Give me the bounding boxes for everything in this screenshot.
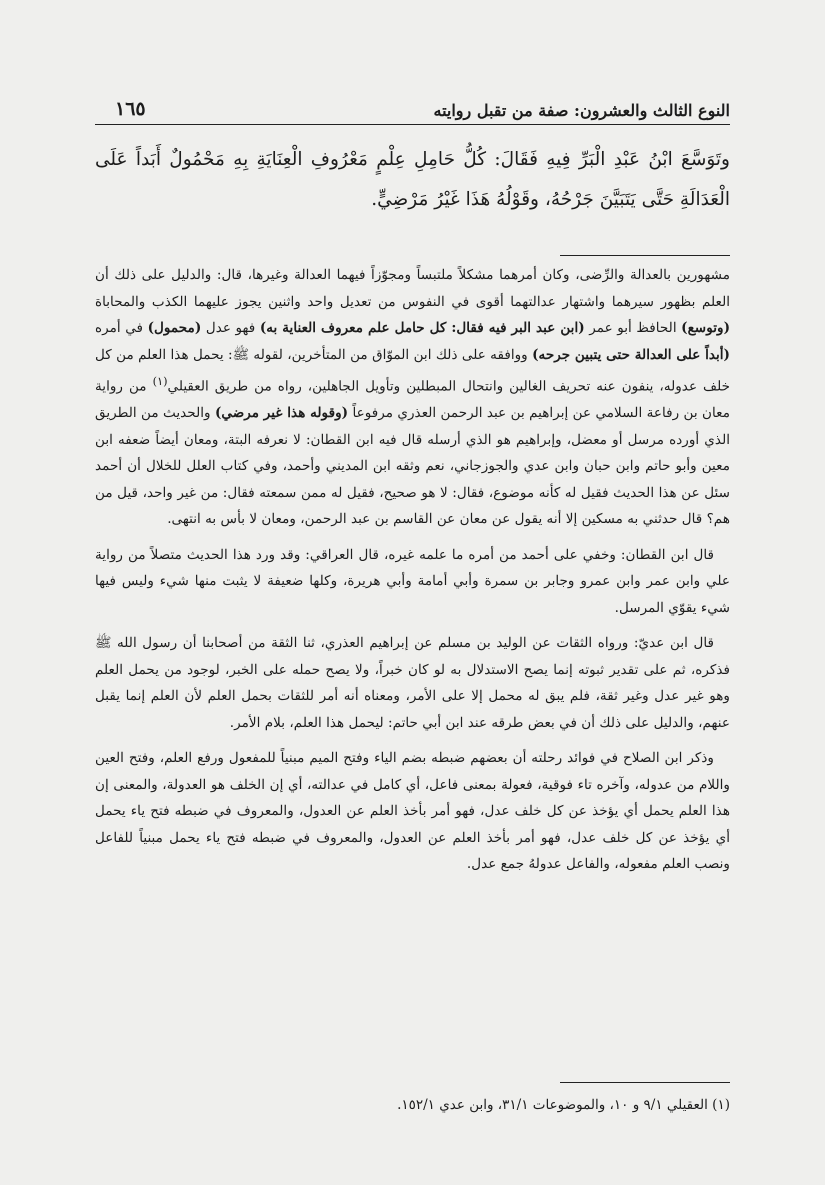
main-text: وتَوَسَّعَ ابْنُ عَبْدِ الْبَرِّ فِيهِ فَقَالَ: كُلُّ حَامِلِ عِلْمٍ مَعْرُوفِ الْعِنَايَةِ بِهِ مَحْمُولٌ أَبَداً عَلَى الْعَدَالَةِ حَتَّى يَتَبَيَّنَ جَرْحُهُ، وقَوْلُهُ هَذَا غَيْرُ مَرْضِيٍّ. xyxy=(95,149,730,210)
commentary-text: من رواية معان بن رفاعة السلامي عن إبراهيم بن عبد الرحمن العذري مرفوعاً xyxy=(95,378,730,422)
commentary-paragraph: قال ابن عديّ: ورواه الثقات عن الوليد بن مسلم عن إبراهيم العذري، ثنا الثقة من أصحابنا أن رسول الله ﷺ فذكره، ثم على تقدير ثبوته إنما يصح الاستدلال به لو كان خبراً، ولا يصح حمله على الخبر، لوجود من يحمل العلم وهو غير عدل وغير ثقة، فلم يبق له محمل إلا على الأمر، ومعناه أنه أمر للثقات بحمل العلم لأن العلم إنما يقبل عنهم، والدليل على ذلك أن في بعض طرقه عند ابن أبي حاتم: ليحمل هذا العلم، بلام الأمر. xyxy=(95,635,730,731)
page-header xyxy=(95,88,730,125)
quoted-term: (أبداً على العدالة حتى يتبين جرحه) xyxy=(532,346,730,363)
commentary-paragraph: وذكر ابن الصلاح في فوائد رحلته أن بعضهم ضبطه بضم الياء وفتح الميم مبنياً للمفعول ورفع العلم، وفتح العين واللام من عدوله، وآخره تاء فوقية، فعولة بمعنى فاعل، أي كامل في عدالته، أي إن الخلف هو العدولة، والمعنى إن هذا العلم يحمل أي يؤخذ عن كل خلف عدل، فهو أمر بأخذ العلم عن العدول، والمعروف في ضبطه فتح ياء يحمل أي يؤخذ عن كل خلف عدل، فهو أمر بأخذ العلم عن العدول، والمعروف في ضبطه فتح ياء يحمل مبنياً للفاعل ونصب العلم مفعوله، والفاعل عدولهُ جمع عدل. xyxy=(95,750,730,873)
quoted-term: (ابن عبد البر فيه فقال: كل حامل علم معروف العناية به) xyxy=(259,320,585,336)
page-number: ١٦٥ xyxy=(115,98,146,120)
footnote-rule xyxy=(560,1082,730,1083)
footnote: (١) العقيلي ٩/١ و ١٠، والموضوعات ٣١/١، وابن عدي ١٥٢/١. xyxy=(397,1097,730,1113)
footnote-marker: (١) xyxy=(152,374,168,388)
commentary-text: ووافقه على ذلك ابن الموّاق من المتأخرين، لقوله ﷺ: يحمل هذا العلم من كل خلف عدوله، ينفون عنه تحريف الغالين وانتحال المبطلين وتأويل الجاهلين، رواه من طريق العقيلي xyxy=(95,346,731,395)
commentary-text: الحافظ أبو عمر xyxy=(584,320,682,336)
running-title: النوع الثالث والعشرون: صفة من تقبل روايته xyxy=(433,101,730,120)
commentary-text: في أمره xyxy=(95,320,148,336)
commentary-paragraph: قال ابن القطان: وخفي على أحمد من أمره ما علمه غيره، قال العراقي: وقد ورد هذا الحديث متصلاً من رواية علي وابن عمر وابن عمرو وجابر بن سمرة وأبي أمامة وأبي هريرة، وكلها ضعيفة لا يثبت منها شيء وليس فيها شيء يقوّي المرسل. xyxy=(95,546,730,616)
commentary-text: مشهورين بالعدالة والرِّضى، وكان أمرهما مشكلاً ملتبساً ومجوّزاً فيهما العدالة وغيرها، قال: والدليل على ذلك أن العلم بظهور سيرهما واشتهار عدالتهما أقوى في النفوس من تعديل واحد واثنين يجوز عليهما الكذب والمحاباة xyxy=(95,267,730,310)
quoted-term: (محمول) xyxy=(147,320,202,336)
commentary-paragraph xyxy=(95,262,730,533)
commentary-text: فهو عدل xyxy=(201,320,260,336)
commentary xyxy=(95,262,730,887)
quoted-term: (وتوسع) xyxy=(681,320,730,336)
quoted-term: (وقوله هذا غير مرضي) xyxy=(214,405,349,422)
separator-rule xyxy=(560,255,730,256)
commentary-text: والحديث من الطريق الذي أورده مرسل أو معضل، وإبراهيم هو الذي أرسله قال فيه ابن القطان: لا نعرفه البتة، ومعان أيضاً ضعفه ابن معين وأبو حاتم وابن حبان وابن عدي والجوزجاني، نعم وثقه ابن المديني وأحمد، وفي كتاب العلل للخلال أن أحمد سئل عن هذا الحديث فقيل له كأنه موضوع، فقال: لا هو صحيح، فقيل له ممن سمعته فقال: من غير واحد، قيل من هم؟ قال حدثني به مسكين إلا أنه يقول عن معان عن القاسم بن عبد الرحمن، ومعان لا بأس به انتهى. xyxy=(95,405,730,528)
